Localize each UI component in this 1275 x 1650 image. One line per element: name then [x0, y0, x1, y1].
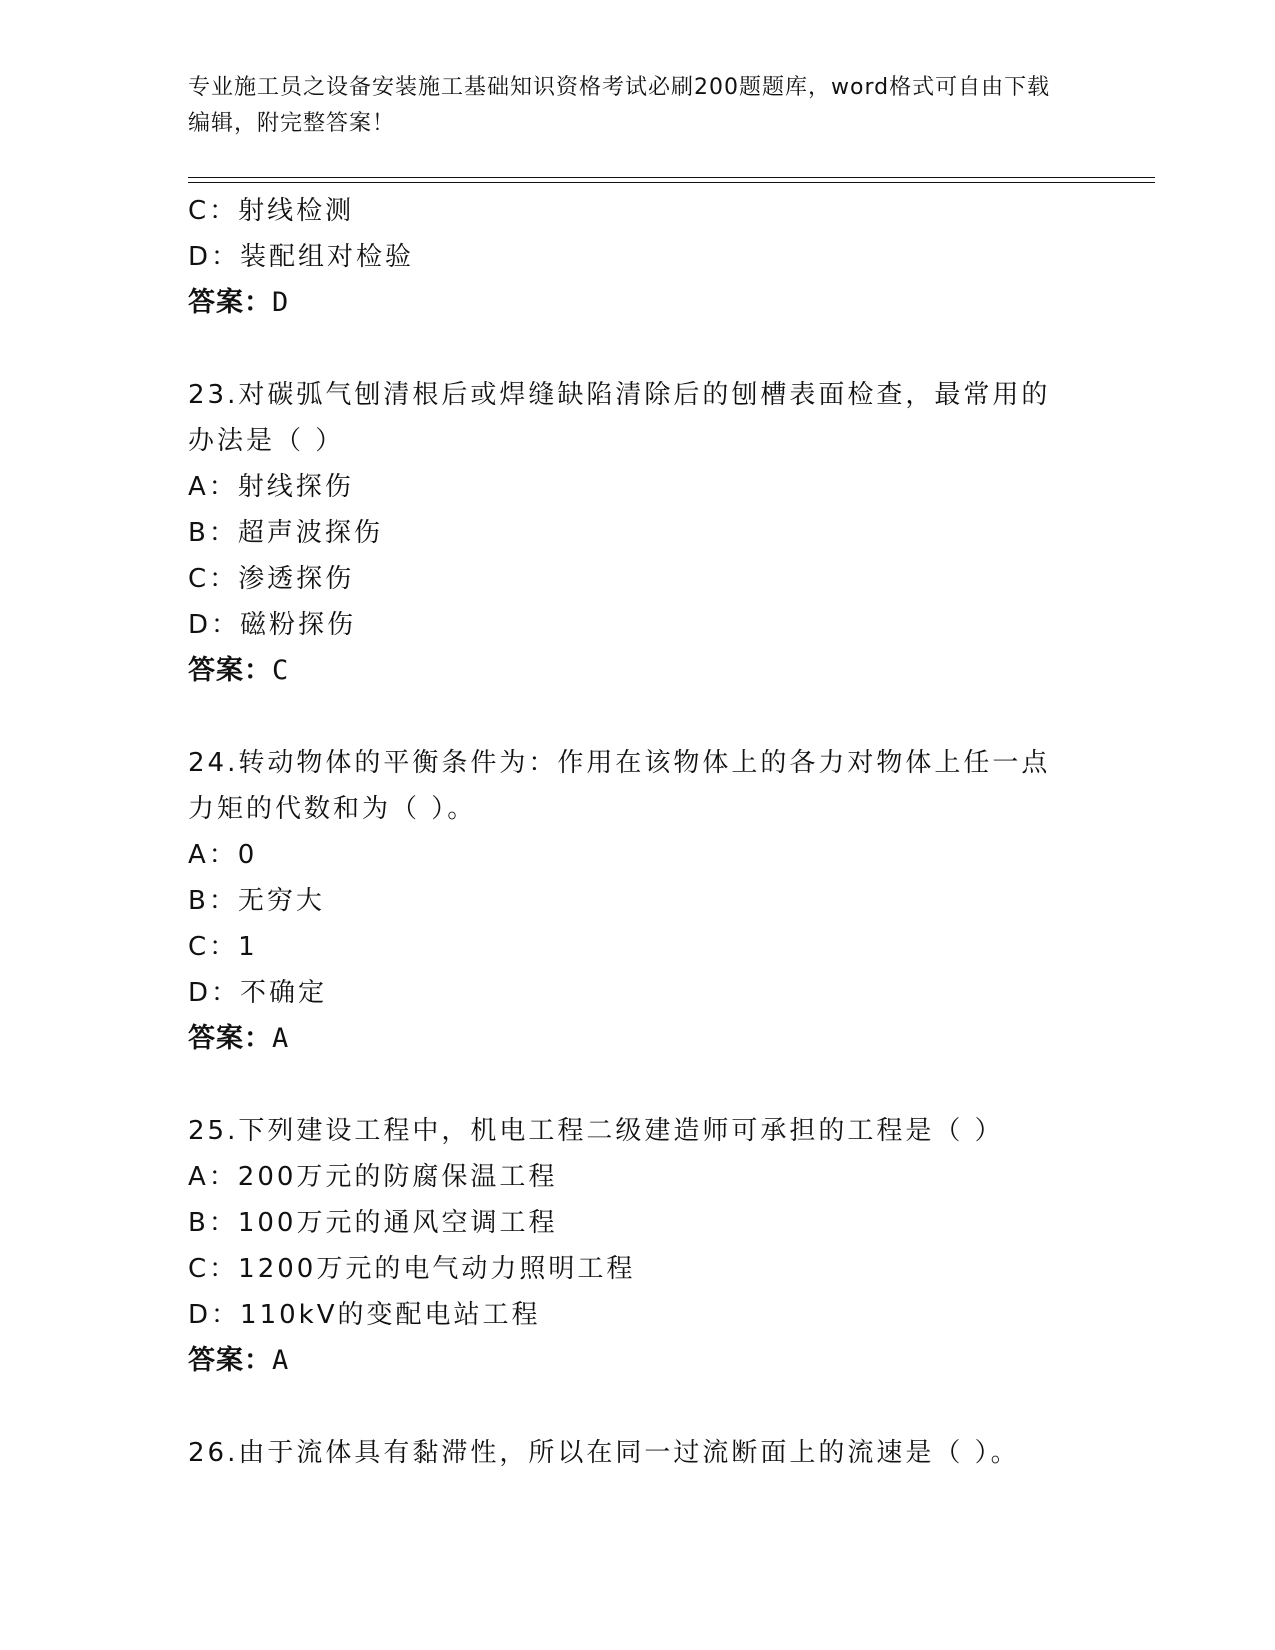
- answer-label: 答案：: [188, 1023, 272, 1054]
- option-text: 超声波探伤: [237, 518, 383, 548]
- option-label: A：: [188, 472, 238, 502]
- option-a: [188, 1154, 1088, 1200]
- option-text: 不确定: [240, 978, 328, 1008]
- option-label: C：: [188, 564, 239, 594]
- spacer: [188, 326, 1088, 372]
- question-stem: 23.对碳弧气刨清根后或焊缝缺陷清除后的刨槽表面检查，最常用的办法是（ ）: [188, 380, 1051, 456]
- question-25: [188, 1108, 1088, 1384]
- spacer: [188, 1062, 1088, 1108]
- option-label: B：: [188, 886, 238, 916]
- document-body: [188, 188, 1088, 1476]
- option-c: [188, 1246, 1088, 1292]
- question-22-continued: [188, 188, 1088, 326]
- question-stem: 26.由于流体具有黏滞性，所以在同一过流断面上的流速是（ ）。: [188, 1438, 1020, 1468]
- question-stem: 25.下列建设工程中，机电工程二级建造师可承担的工程是（ ）: [188, 1116, 1004, 1146]
- option-text: 装配组对检验: [240, 242, 415, 272]
- option-d: [188, 970, 1088, 1016]
- option-d: [188, 602, 1088, 648]
- option-a: [188, 464, 1088, 510]
- option-label: B：: [188, 518, 238, 548]
- option-label: D：: [188, 1300, 241, 1330]
- option-b: [188, 510, 1088, 556]
- question-23: [188, 372, 1088, 694]
- option-c: [188, 556, 1088, 602]
- option-text: 110kV的变配电站工程: [240, 1300, 541, 1330]
- answer-line: [188, 1016, 1088, 1062]
- option-text: 无穷大: [237, 886, 325, 916]
- option-text: 射线探伤: [237, 472, 354, 502]
- option-label: A：: [188, 840, 238, 870]
- option-label: C：: [188, 1254, 239, 1284]
- option-text: 1: [238, 932, 258, 962]
- option-text: 1200万元的电气动力照明工程: [238, 1254, 636, 1284]
- option-label: A：: [188, 1162, 238, 1192]
- option-text: 射线检测: [238, 196, 355, 226]
- option-text: 渗透探伤: [238, 564, 355, 594]
- option-label: B：: [188, 1208, 238, 1238]
- option-label: C：: [188, 932, 239, 962]
- header-divider-bottom: [188, 182, 1155, 183]
- question-26: [188, 1430, 1088, 1476]
- option-c: [188, 924, 1088, 970]
- spacer: [188, 1384, 1088, 1430]
- option-d: [188, 1292, 1088, 1338]
- option-text: 100万元的通风空调工程: [237, 1208, 558, 1238]
- option-text: 0: [237, 840, 258, 870]
- answer-label: 答案：: [188, 1345, 272, 1376]
- option-a: [188, 832, 1088, 878]
- question-24: [188, 740, 1088, 1062]
- option-b: [188, 1200, 1088, 1246]
- option-c: [188, 188, 1088, 234]
- option-text: 磁粉探伤: [240, 610, 357, 640]
- answer-value: D: [272, 287, 290, 318]
- option-text: 200万元的防腐保温工程: [237, 1162, 558, 1192]
- answer-label: 答案：: [188, 287, 272, 318]
- document-header: 专业施工员之设备安装施工基础知识资格考试必刷200题题库，word格式可自由下载编辑，附完整答案！: [188, 75, 1051, 136]
- option-label: D：: [188, 610, 241, 640]
- answer-value: A: [272, 1345, 290, 1376]
- answer-line: [188, 648, 1088, 694]
- question-stem: 24.转动物体的平衡条件为：作用在该物体上的各力对物体上任一点力矩的代数和为（ ）。: [188, 748, 1051, 824]
- answer-value: A: [272, 1023, 290, 1054]
- answer-line: [188, 280, 1088, 326]
- answer-value: C: [272, 655, 290, 686]
- answer-line: [188, 1338, 1088, 1384]
- answer-label: 答案：: [188, 655, 272, 686]
- option-b: [188, 878, 1088, 924]
- spacer: [188, 694, 1088, 740]
- option-label: C：: [188, 196, 239, 226]
- header-divider-top: [188, 177, 1155, 178]
- option-d: [188, 234, 1088, 280]
- option-label: D：: [188, 978, 241, 1008]
- option-label: D：: [188, 242, 241, 272]
